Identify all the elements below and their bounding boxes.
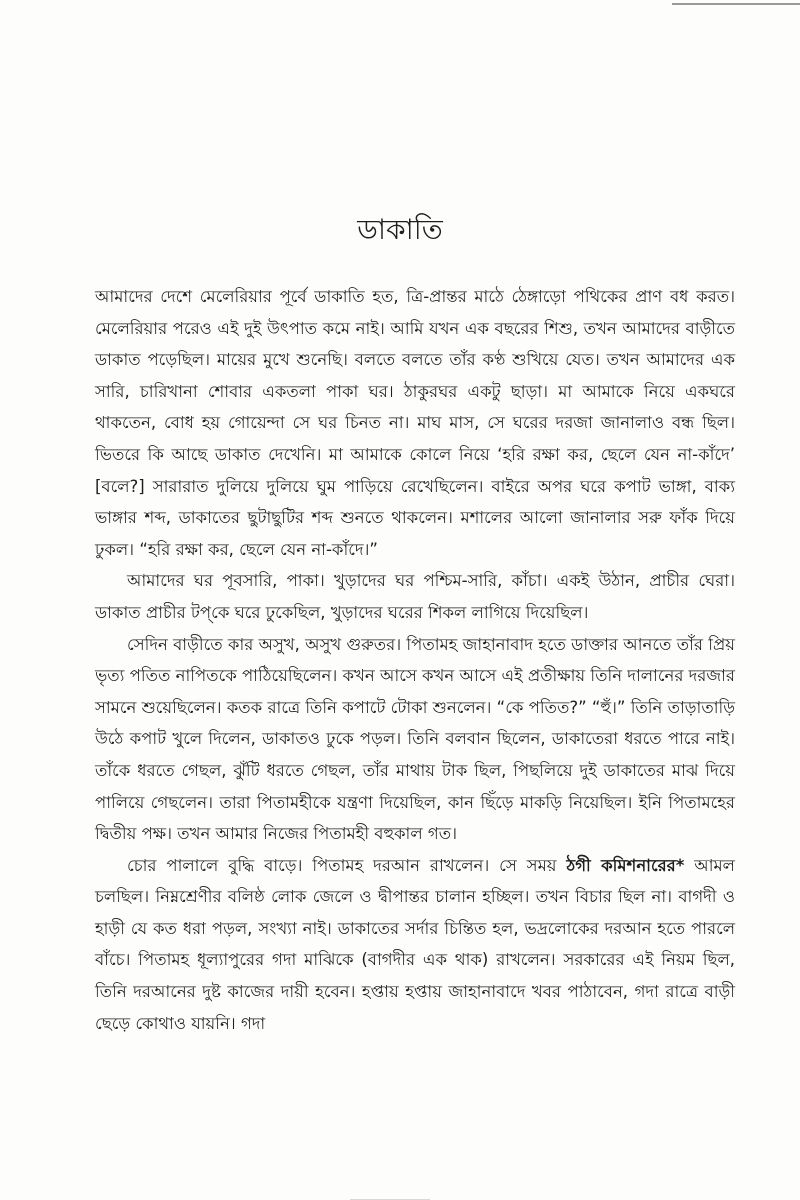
paragraph-3: সেদিন বাড়ীতে কার অসুখ, অসুখ গুরুতর। পিতামহ জাহানাবাদ হতে ডাক্তার আনতে তাঁর প্রিয় ভৃত্য পতিত নাপিতকে পাঠিয়েছিলেন। কখন আসে কখন আসে এই প্রতীক্ষায় তিনি দালানের দরজার সামনে শুয়েছিলেন। কতক রাত্রে তিনি কপাটে টোকা শুনলেন। “কে পতিত?” “হুঁ।” তিনি তাড়াতাড়ি উঠে কপাট খুলে দিলেন, ডাকাতও ঢুকে পড়ল। তিনি বলবান ছিলেন, ডাকাতেরা ধরতে পারে নাই। তাঁকে ধরতে গেছল, ঝুঁটি ধরতে গেছল, তাঁর মাথায় টাক ছিল, পিছলিয়ে দুই ডাকাতের মাঝ দিয়ে পালিয়ে গেছলেন। তারা পিতামহীকে যন্ত্রণা দিয়েছিল, কান ছিঁড়ে মাকড়ি নিয়েছিল। ইনি পিতামহের দ্বিতীয় পক্ষ। তখন আমার নিজের পিতামহী বহুকাল গত। [95,634,736,844]
paragraph-4-text-before: চোর পালালে বুদ্ধি বাড়ে। পিতামহ দরআন রাখলেন। সে সময় [127,855,567,875]
paragraph-1: আমাদের দেশে মেলেরিয়ার পূর্বে ডাকাতি হত, ত্রি-প্রান্তর মাঠে ঠেঙ্গাড়ো পথিকের প্রাণ বধ করত। মেলেরিয়ার পরেও এই দুই উৎপাত কমে নাই। আমি যখন এক বছরের শিশু, তখন আমাদের বাড়ীতে ডাকাত পড়েছিল। মায়ের মুখে শুনেছি। বলতে বলতে তাঁর কণ্ঠ শুখিয়ে যেত। তখন আমাদের এক সারি, চারিখানা শোবার একতলা পাকা ঘর। ঠাকুরঘর একটু ছাড়া। মা আমাকে নিয়ে একঘরে থাকতেন, বোধ হয় গোয়েন্দা সে ঘর চিনত না। মাঘ মাস, সে ঘরের দরজা জানালাও বন্ধ ছিল। ভিতরে কি আছে ডাকাত দেখেনি। মা আমাকে কোলে নিয়ে ‘হরি রক্ষা কর, ছেলে যেন না-কাঁদে’ [বলে?] সারারাত দুলিয়ে দুলিয়ে ঘুম পাড়িয়ে রেখেছিলেন। বাইরে অপর ঘরে কপাট ভাঙ্গা, বাক্য ভাঙ্গার শব্দ, ডাকাতের ছুটাছুটির শব্দ শুনতে থাকলেন। মশালের আলো জানালার সরু ফাঁক দিয়ে ঢুকল। “হরি রক্ষা কর, ছেলে যেন না-কাঁদে।” [95,287,735,559]
paragraph-2: আমাদের ঘর পূবসারি, পাকা। খুড়াদের ঘর পশ্চিম-সারি, কাঁচা। একই উঠান, প্রাচীর ঘেরা। ডাকাত প্রাচীর টপ্‌কে ঘরে ঢুকেছিল, খুড়াদের ঘরের শিকল লাগিয়ে দিয়েছিল। [95,571,735,622]
thugee-commissioner-bold: ঠগী কমিশনারের* [566,855,685,875]
paragraph-4 [95,850,735,1040]
top-rule [672,3,800,5]
page-title: ডাকাতি [357,213,443,246]
paragraph-4-text-after: আমল চলছিল। নিম্নশ্রেণীর বলিষ্ঠ লোক জেলে ও দ্বীপান্তর চালান হচ্ছিল। তখন বিচার ছিল না। বাগদী ও হাড়ী যে কত ধরা পড়ল, সংখ্যা নাই। ডাকাতের সর্দার চিন্তিত হল, ভদ্রলোকের দরআন হতে পারলে বাঁচে। পিতামহ ধূল্যাপুরের গদা মাঝিকে (বাগদীর এক থাক) রাখলেন। সরকারের এই নিয়ম ছিল, তিনি দরআনের দুষ্ট কাজের দায়ী হবেন। হপ্তায় হপ্তায় জাহানাবাদে খবর পাঠাবেন, গদা রাত্রে বাড়ী ছেড়ে কোথাও যায়নি। গদা [95,855,735,1033]
body-text [95,281,735,1039]
